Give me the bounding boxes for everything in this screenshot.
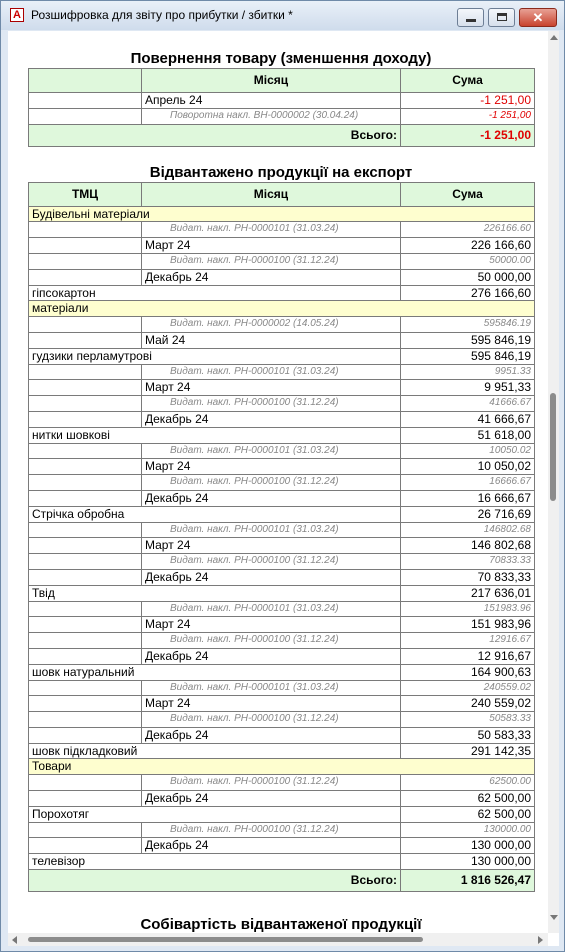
- sum-cell: 130000.00: [401, 822, 535, 838]
- document-cell: Видат. накл. РН-0000101 (31.03.24): [142, 443, 401, 459]
- document-row: [29, 601, 535, 617]
- sum-cell: 595846.19: [401, 317, 535, 333]
- app-logo-icon: A: [10, 8, 24, 22]
- table-header-row: [29, 69, 535, 93]
- scroll-left-arrow-icon[interactable]: [12, 936, 17, 944]
- close-button[interactable]: [519, 8, 557, 27]
- month-row: [29, 238, 535, 254]
- category-row: [29, 206, 535, 222]
- document-row: [29, 396, 535, 412]
- document-cell: Видат. накл. РН-0000100 (31.12.24): [142, 396, 401, 412]
- item-row: [29, 854, 535, 870]
- item-row: [29, 427, 535, 443]
- document-cell: Видат. накл. РН-0000101 (31.03.24): [142, 522, 401, 538]
- document-row: [29, 712, 535, 728]
- table-row: [29, 108, 535, 124]
- item-label: Стрічка обробна: [29, 506, 401, 522]
- document-cell: Поворотна накл. ВН-0000002 (30.04.24): [142, 108, 401, 124]
- sum-cell: 276 166,60: [401, 285, 535, 301]
- month-row: [29, 838, 535, 854]
- sum-cell: 226 166,60: [401, 238, 535, 254]
- vertical-scrollbar[interactable]: [548, 31, 559, 933]
- document-cell: Видат. накл. РН-0000100 (31.12.24): [142, 822, 401, 838]
- sum-cell: 10 050,02: [401, 459, 535, 475]
- month-cell: Май 24: [142, 332, 401, 348]
- sum-cell: 70833.33: [401, 554, 535, 570]
- total-label: Всього:: [29, 124, 401, 146]
- report-content[interactable]: [8, 31, 559, 946]
- sum-cell: 16 666,67: [401, 490, 535, 506]
- document-row: [29, 475, 535, 491]
- month-cell: Декабрь 24: [142, 791, 401, 807]
- sum-cell: 9 951,33: [401, 380, 535, 396]
- header-item: ТМЦ: [29, 182, 142, 206]
- month-cell: Декабрь 24: [142, 838, 401, 854]
- sum-cell: 12916.67: [401, 633, 535, 649]
- document-cell: Видат. накл. РН-0000100 (31.12.24): [142, 775, 401, 791]
- sum-cell: 595 846,19: [401, 332, 535, 348]
- sum-cell: 291 142,35: [401, 743, 535, 759]
- sum-cell: 130 000,00: [401, 838, 535, 854]
- month-cell: Март 24: [142, 538, 401, 554]
- document-row: [29, 364, 535, 380]
- month-row: [29, 269, 535, 285]
- month-row: [29, 538, 535, 554]
- total-row: [29, 870, 535, 892]
- month-cell: Март 24: [142, 696, 401, 712]
- sum-cell: 62 500,00: [401, 806, 535, 822]
- month-row: [29, 569, 535, 585]
- window-title: Розшифровка для звіту про прибутки / збитки *: [31, 8, 293, 22]
- header-month: Місяц: [142, 182, 401, 206]
- document-row: [29, 633, 535, 649]
- header-cell-empty: [29, 69, 142, 93]
- month-row: [29, 617, 535, 633]
- category-label: Товари: [29, 759, 535, 775]
- total-value: 1 816 526,47: [401, 870, 535, 892]
- month-row: [29, 727, 535, 743]
- section-title-cost: Собівартість відвантаженої продукції: [140, 916, 422, 934]
- scroll-right-arrow-icon[interactable]: [538, 936, 543, 944]
- document-cell: Видат. накл. РН-0000100 (31.12.24): [142, 554, 401, 570]
- document-cell: Видат. накл. РН-0000101 (31.03.24): [142, 601, 401, 617]
- sum-cell: 70 833,33: [401, 569, 535, 585]
- sum-cell: 240559.02: [401, 680, 535, 696]
- sum-cell: 50000.00: [401, 253, 535, 269]
- document-cell: Видат. накл. РН-0000101 (31.03.24): [142, 364, 401, 380]
- month-cell: Март 24: [142, 459, 401, 475]
- document-row: [29, 443, 535, 459]
- month-cell: Декабрь 24: [142, 648, 401, 664]
- document-cell: Видат. накл. РН-0000100 (31.12.24): [142, 633, 401, 649]
- month-row: [29, 648, 535, 664]
- minimize-button[interactable]: [457, 8, 484, 27]
- sum-cell: 217 636,01: [401, 585, 535, 601]
- export-table: [28, 182, 535, 892]
- item-label: гіпсокартон: [29, 285, 401, 301]
- month-row: [29, 459, 535, 475]
- horizontal-scrollbar[interactable]: [8, 933, 548, 946]
- table-header-row: [29, 182, 535, 206]
- month-row: [29, 411, 535, 427]
- item-label: гудзики перламутрові: [29, 348, 401, 364]
- item-row: [29, 664, 535, 680]
- sum-cell: 151 983,96: [401, 617, 535, 633]
- header-month: Місяц: [142, 69, 401, 93]
- sum-cell: 50 000,00: [401, 269, 535, 285]
- sum-cell: 16666.67: [401, 475, 535, 491]
- table-row: [29, 93, 535, 109]
- scroll-down-arrow-icon[interactable]: [550, 915, 558, 920]
- document-row: [29, 522, 535, 538]
- category-row: [29, 759, 535, 775]
- header-sum: Сума: [401, 182, 535, 206]
- month-cell: Март 24: [142, 238, 401, 254]
- vertical-scroll-thumb[interactable]: [550, 393, 556, 501]
- document-row: [29, 554, 535, 570]
- item-label: телевізор: [29, 854, 401, 870]
- item-label: Твід: [29, 585, 401, 601]
- document-cell: Видат. накл. РН-0000002 (14.05.24): [142, 317, 401, 333]
- month-row: [29, 490, 535, 506]
- item-row: [29, 285, 535, 301]
- month-row: [29, 791, 535, 807]
- sum-cell: 226166.60: [401, 222, 535, 238]
- item-row: [29, 743, 535, 759]
- sum-cell: -1 251,00: [401, 93, 535, 109]
- header-sum: Сума: [401, 69, 535, 93]
- month-cell: Декабрь 24: [142, 727, 401, 743]
- minimize-icon: [466, 19, 476, 22]
- sum-cell: 26 716,69: [401, 506, 535, 522]
- returns-table: [28, 68, 535, 147]
- item-row: [29, 585, 535, 601]
- sum-cell: 62500.00: [401, 775, 535, 791]
- scroll-up-arrow-icon[interactable]: [550, 35, 558, 40]
- item-row: [29, 506, 535, 522]
- month-row: [29, 696, 535, 712]
- category-label: матеріали: [29, 301, 535, 317]
- sum-cell: -1 251,00: [401, 108, 535, 124]
- item-label: Порохотяг: [29, 806, 401, 822]
- month-cell: Декабрь 24: [142, 411, 401, 427]
- item-row: [29, 348, 535, 364]
- document-row: [29, 775, 535, 791]
- section-title-returns: Повернення товару (зменшення доходу): [130, 50, 432, 67]
- month-cell: Декабрь 24: [142, 269, 401, 285]
- document-row: [29, 253, 535, 269]
- sum-cell: 130 000,00: [401, 854, 535, 870]
- item-row: [29, 806, 535, 822]
- sum-cell: 41666.67: [401, 396, 535, 412]
- sum-cell: 12 916,67: [401, 648, 535, 664]
- item-label: шовк натуральний: [29, 664, 401, 680]
- document-cell: Видат. накл. РН-0000100 (31.12.24): [142, 253, 401, 269]
- sum-cell: 595 846,19: [401, 348, 535, 364]
- document-cell: Видат. накл. РН-0000101 (31.03.24): [142, 680, 401, 696]
- sum-cell: 9951.33: [401, 364, 535, 380]
- month-cell: Апрель 24: [142, 93, 401, 109]
- title-bar[interactable]: [1, 1, 564, 30]
- horizontal-scroll-thumb[interactable]: [28, 937, 423, 942]
- document-row: [29, 222, 535, 238]
- sum-cell: 50 583,33: [401, 727, 535, 743]
- sum-cell: 41 666,67: [401, 411, 535, 427]
- maximize-icon: [497, 13, 507, 21]
- total-label: Всього:: [29, 870, 401, 892]
- month-row: [29, 380, 535, 396]
- document-row: [29, 822, 535, 838]
- item-label: нитки шовкові: [29, 427, 401, 443]
- sum-cell: 151983.96: [401, 601, 535, 617]
- month-cell: Март 24: [142, 617, 401, 633]
- sum-cell: 50583.33: [401, 712, 535, 728]
- month-cell: Декабрь 24: [142, 490, 401, 506]
- maximize-button[interactable]: [488, 8, 515, 27]
- category-row: [29, 301, 535, 317]
- sum-cell: 146 802,68: [401, 538, 535, 554]
- month-cell: Декабрь 24: [142, 569, 401, 585]
- sum-cell: 51 618,00: [401, 427, 535, 443]
- close-icon: ✕: [532, 10, 544, 25]
- sum-cell: 240 559,02: [401, 696, 535, 712]
- sum-cell: 62 500,00: [401, 791, 535, 807]
- sum-cell: 10050.02: [401, 443, 535, 459]
- document-cell: Видат. накл. РН-0000100 (31.12.24): [142, 712, 401, 728]
- category-label: Будівельні матеріали: [29, 206, 535, 222]
- document-row: [29, 317, 535, 333]
- total-row: [29, 124, 535, 146]
- section-title-export: Відвантажено продукції на експорт: [149, 163, 413, 181]
- sum-cell: 164 900,63: [401, 664, 535, 680]
- document-row: [29, 680, 535, 696]
- sum-cell: 146802.68: [401, 522, 535, 538]
- month-cell: Март 24: [142, 380, 401, 396]
- report-body: [28, 31, 534, 934]
- month-row: [29, 332, 535, 348]
- total-value: -1 251,00: [401, 124, 535, 146]
- document-cell: Видат. накл. РН-0000101 (31.03.24): [142, 222, 401, 238]
- item-label: шовк підкладковий: [29, 743, 401, 759]
- document-cell: Видат. накл. РН-0000100 (31.12.24): [142, 475, 401, 491]
